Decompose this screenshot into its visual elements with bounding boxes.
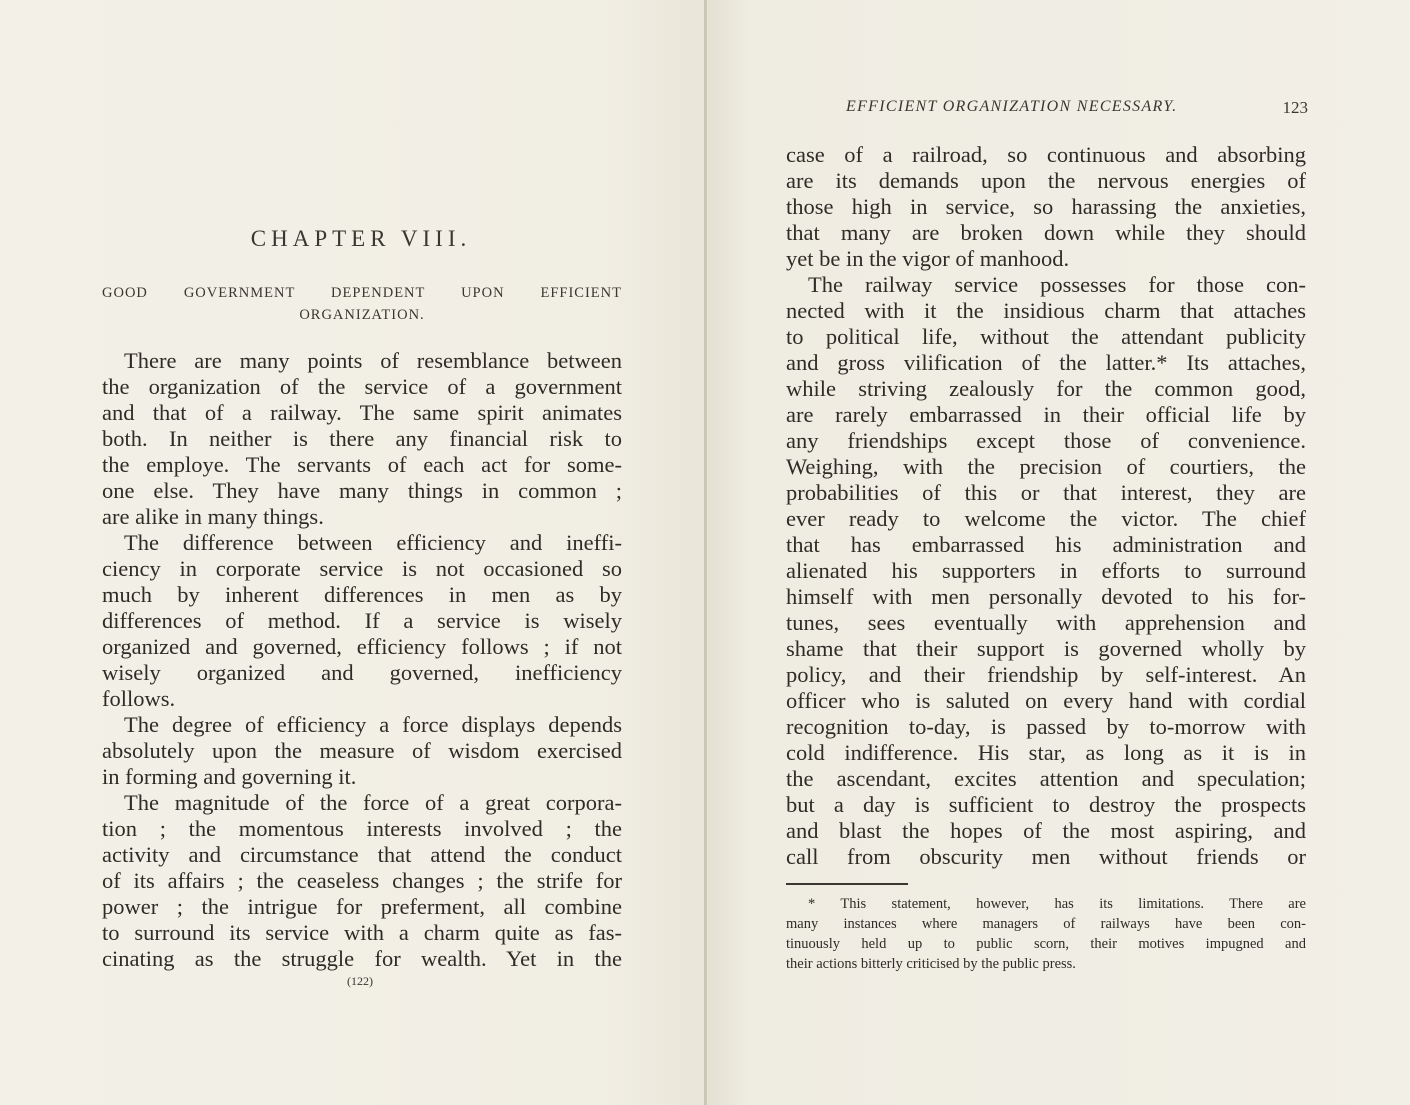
running-head xyxy=(846,98,1308,116)
page-number-left: (122) xyxy=(347,974,373,988)
text-line: shame that their support is governed wholly by xyxy=(786,636,1306,661)
text-line: that has embarrassed his administration and xyxy=(786,532,1306,557)
text-line: There are many points of resemblance between xyxy=(124,348,622,373)
text-line: follows. xyxy=(102,686,176,711)
text-line: one else. They have many things in common ; xyxy=(102,478,622,503)
text-line: both. In neither is there any financial risk to xyxy=(102,426,622,451)
chapter-heading: CHAPTER VIII. xyxy=(250,226,472,251)
text-line: the employe. The servants of each act for some- xyxy=(102,452,622,477)
text-line: nected with it the insidious charm that attaches xyxy=(786,298,1306,323)
text-line: cold indifference. His star, as long as it is in xyxy=(786,740,1306,765)
text-line: many instances where managers of railways have been con- xyxy=(786,916,1306,932)
text-line: The railway service possesses for those con- xyxy=(808,272,1306,297)
text-line: the organization of the service of a government xyxy=(102,374,622,399)
footnote xyxy=(786,894,1306,974)
text-line: power ; the intrigue for preferment, all combine xyxy=(102,894,622,919)
chapter-subtitle xyxy=(102,282,622,326)
text-line: the ascendant, excites attention and speculation; xyxy=(786,766,1306,791)
text-line: to surround its service with a charm quite as fas- xyxy=(102,920,622,945)
text-line: tinuously held up to public scorn, their motives impugned and xyxy=(786,936,1306,952)
left-page-body xyxy=(102,348,622,972)
footnote-divider xyxy=(786,883,908,885)
text-line: yet be in the vigor of manhood. xyxy=(786,246,1070,271)
text-line: those high in service, so harassing the anxieties, xyxy=(786,194,1306,219)
text-line: absolutely upon the measure of wisdom exercised xyxy=(102,738,622,763)
subtitle-line-2: ORGANIZATION. xyxy=(299,307,425,323)
text-line: to political life, without the attendant publicity xyxy=(786,324,1306,349)
text-line: policy, and their friendship by self-interest. An xyxy=(786,662,1306,687)
text-line: The difference between efficiency and ineffi- xyxy=(124,530,622,555)
text-line: * This statement, however, has its limitations. There are xyxy=(808,896,1306,912)
right-page-body xyxy=(786,142,1306,870)
text-line: tunes, sees eventually with apprehension and xyxy=(786,610,1306,635)
text-line: wisely organized and governed, inefficiency xyxy=(102,660,622,685)
text-line: cinating as the struggle for wealth. Yet in the xyxy=(102,946,622,971)
page-number-right: 123 xyxy=(1282,98,1308,117)
text-line: and blast the hopes of the most aspiring, and xyxy=(786,818,1306,843)
text-line: himself with men personally devoted to his for- xyxy=(786,584,1306,609)
text-line: but a day is sufficient to destroy the prospects xyxy=(786,792,1306,817)
text-line: organized and governed, efficiency follows ; if not xyxy=(102,634,622,659)
text-line: are alike in many things. xyxy=(102,504,324,529)
text-line: their actions bitterly criticised by the public press. xyxy=(786,956,1076,972)
text-line: activity and circumstance that attend the conduct xyxy=(102,842,622,867)
text-line: probabilities of this or that interest, they are xyxy=(786,480,1306,505)
text-line: much by inherent differences in men as by xyxy=(102,582,622,607)
text-line: officer who is saluted on every hand with cordial xyxy=(786,688,1306,713)
text-line: ever ready to welcome the victor. The chief xyxy=(786,506,1306,531)
text-line: while striving zealously for the common good, xyxy=(786,376,1306,401)
text-line: Weighing, with the precision of courtiers, the xyxy=(786,454,1306,479)
text-line: and gross vilification of the latter.* Its attaches, xyxy=(786,350,1306,375)
text-line: of its affairs ; the ceaseless changes ; the strife for xyxy=(102,868,622,893)
text-line: tion ; the momentous interests involved ; the xyxy=(102,816,622,841)
text-line: are its demands upon the nervous energies of xyxy=(786,168,1306,193)
text-line: The degree of efficiency a force displays depends xyxy=(124,712,622,737)
text-line: case of a railroad, so continuous and absorbing xyxy=(786,142,1306,167)
text-line: recognition to-day, is passed by to-morrow with xyxy=(786,714,1306,739)
text-line: any friendships except those of convenience. xyxy=(786,428,1306,453)
text-line: The magnitude of the force of a great corpora- xyxy=(124,790,622,815)
text-line: alienated his supporters in efforts to surround xyxy=(786,558,1306,583)
text-line: differences of method. If a service is wisely xyxy=(102,608,622,633)
text-line: ciency in corporate service is not occasioned so xyxy=(102,556,622,581)
text-line: are rarely embarrassed in their official life by xyxy=(786,402,1306,427)
running-head-title: EFFICIENT ORGANIZATION NECESSARY. xyxy=(846,98,1178,115)
text-line: call from obscurity men without friends or xyxy=(786,844,1306,869)
text-line: in forming and governing it. xyxy=(102,764,357,789)
subtitle-line-1: GOOD GOVERNMENT DEPENDENT UPON EFFICIENT xyxy=(102,285,622,301)
text-line: that many are broken down while they should xyxy=(786,220,1306,245)
book-gutter xyxy=(704,0,707,1105)
text-line: and that of a railway. The same spirit animates xyxy=(102,400,622,425)
